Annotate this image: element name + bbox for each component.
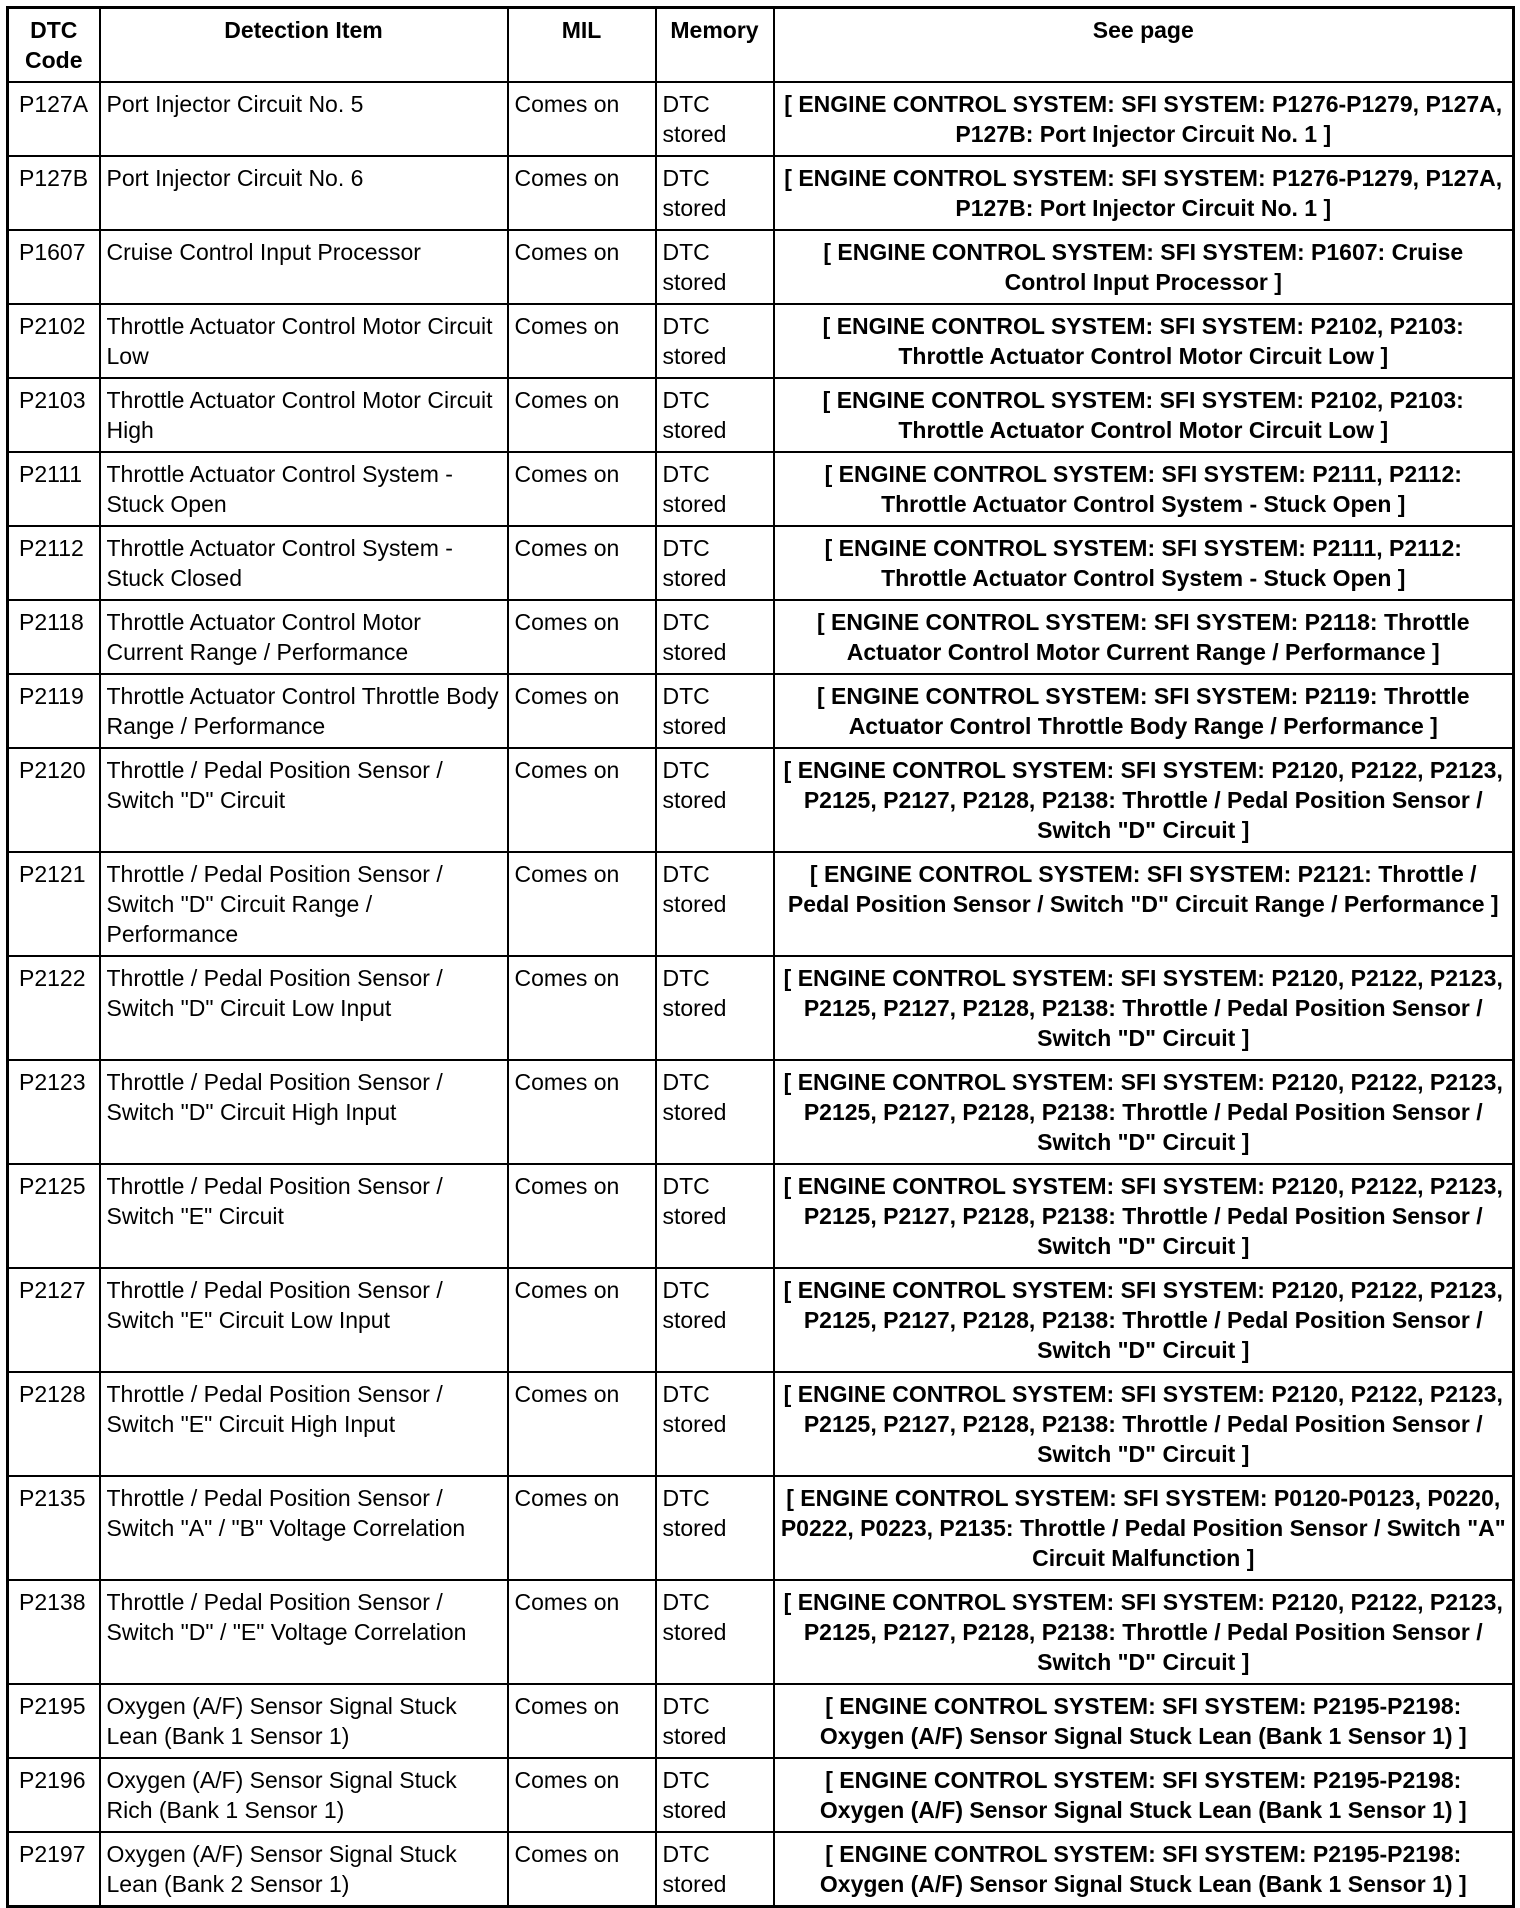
cell-memory: DTC stored — [656, 1060, 774, 1164]
cell-detection-item: Oxygen (A/F) Sensor Signal Stuck Rich (Bank 1 Sensor 1) — [100, 1758, 508, 1832]
cell-memory: DTC stored — [656, 956, 774, 1060]
table-row — [8, 1580, 1514, 1684]
cell-see-page: [ ENGINE CONTROL SYSTEM: SFI SYSTEM: P2120, P2122, P2123, P2125, P2127, P2128, P2138: Throttle / Pedal Position Sensor / Switch "D" Circuit ] — [774, 956, 1514, 1060]
cell-mil: Comes on — [508, 156, 656, 230]
cell-detection-item: Throttle Actuator Control Throttle Body Range / Performance — [100, 674, 508, 748]
cell-mil: Comes on — [508, 452, 656, 526]
cell-detection-item: Throttle / Pedal Position Sensor / Switch "E" Circuit Low Input — [100, 1268, 508, 1372]
cell-mil: Comes on — [508, 956, 656, 1060]
cell-see-page: [ ENGINE CONTROL SYSTEM: SFI SYSTEM: P2195-P2198: Oxygen (A/F) Sensor Signal Stuck Lean (Bank 1 Sensor 1) ] — [774, 1832, 1514, 1907]
cell-see-page: [ ENGINE CONTROL SYSTEM: SFI SYSTEM: P1276-P1279, P127A, P127B: Port Injector Circuit No. 1 ] — [774, 82, 1514, 156]
dtc-table-page — [6, 6, 1512, 1908]
table-row — [8, 1268, 1514, 1372]
cell-dtc-code: P2195 — [8, 1684, 100, 1758]
cell-detection-item: Throttle / Pedal Position Sensor / Switch "D" Circuit — [100, 748, 508, 852]
table-row — [8, 452, 1514, 526]
cell-memory: DTC stored — [656, 378, 774, 452]
cell-memory: DTC stored — [656, 1476, 774, 1580]
cell-detection-item: Throttle / Pedal Position Sensor / Switch "D" Circuit Low Input — [100, 956, 508, 1060]
cell-dtc-code: P2122 — [8, 956, 100, 1060]
cell-memory: DTC stored — [656, 674, 774, 748]
cell-mil: Comes on — [508, 1580, 656, 1684]
cell-mil: Comes on — [508, 1060, 656, 1164]
cell-see-page: [ ENGINE CONTROL SYSTEM: SFI SYSTEM: P2102, P2103: Throttle Actuator Control Motor Circuit Low ] — [774, 304, 1514, 378]
cell-dtc-code: P2125 — [8, 1164, 100, 1268]
cell-see-page: [ ENGINE CONTROL SYSTEM: SFI SYSTEM: P2111, P2112: Throttle Actuator Control System - Stuck Open ] — [774, 452, 1514, 526]
cell-dtc-code: P2111 — [8, 452, 100, 526]
table-row — [8, 674, 1514, 748]
cell-dtc-code: P2196 — [8, 1758, 100, 1832]
cell-see-page: [ ENGINE CONTROL SYSTEM: SFI SYSTEM: P2120, P2122, P2123, P2125, P2127, P2128, P2138: Throttle / Pedal Position Sensor / Switch "D" Circuit ] — [774, 1268, 1514, 1372]
table-row — [8, 304, 1514, 378]
cell-dtc-code: P127A — [8, 82, 100, 156]
table-row — [8, 378, 1514, 452]
cell-mil: Comes on — [508, 304, 656, 378]
table-row — [8, 156, 1514, 230]
cell-see-page: [ ENGINE CONTROL SYSTEM: SFI SYSTEM: P2195-P2198: Oxygen (A/F) Sensor Signal Stuck Lean (Bank 1 Sensor 1) ] — [774, 1684, 1514, 1758]
dtc-table — [6, 6, 1515, 1908]
cell-detection-item: Throttle Actuator Control Motor Current Range / Performance — [100, 600, 508, 674]
cell-memory: DTC stored — [656, 1832, 774, 1907]
table-row — [8, 1164, 1514, 1268]
cell-mil: Comes on — [508, 526, 656, 600]
cell-memory: DTC stored — [656, 1684, 774, 1758]
cell-see-page: [ ENGINE CONTROL SYSTEM: SFI SYSTEM: P2195-P2198: Oxygen (A/F) Sensor Signal Stuck Lean (Bank 1 Sensor 1) ] — [774, 1758, 1514, 1832]
table-row — [8, 956, 1514, 1060]
cell-dtc-code: P1607 — [8, 230, 100, 304]
cell-mil: Comes on — [508, 1476, 656, 1580]
cell-see-page: [ ENGINE CONTROL SYSTEM: SFI SYSTEM: P1276-P1279, P127A, P127B: Port Injector Circuit No. 1 ] — [774, 156, 1514, 230]
cell-memory: DTC stored — [656, 600, 774, 674]
cell-dtc-code: P2121 — [8, 852, 100, 956]
cell-mil: Comes on — [508, 600, 656, 674]
cell-detection-item: Oxygen (A/F) Sensor Signal Stuck Lean (Bank 1 Sensor 1) — [100, 1684, 508, 1758]
table-row — [8, 1060, 1514, 1164]
table-row — [8, 1758, 1514, 1832]
cell-memory: DTC stored — [656, 1580, 774, 1684]
cell-dtc-code: P2102 — [8, 304, 100, 378]
cell-dtc-code: P2123 — [8, 1060, 100, 1164]
cell-detection-item: Throttle Actuator Control Motor Circuit Low — [100, 304, 508, 378]
table-row — [8, 230, 1514, 304]
cell-dtc-code: P2118 — [8, 600, 100, 674]
cell-detection-item: Throttle Actuator Control Motor Circuit High — [100, 378, 508, 452]
table-header-row — [8, 8, 1514, 83]
cell-detection-item: Throttle / Pedal Position Sensor / Switch "D" Circuit Range / Performance — [100, 852, 508, 956]
cell-see-page: [ ENGINE CONTROL SYSTEM: SFI SYSTEM: P2118: Throttle Actuator Control Motor Current Range / Performance ] — [774, 600, 1514, 674]
cell-memory: DTC stored — [656, 1268, 774, 1372]
table-row — [8, 1832, 1514, 1907]
header-see-page: See page — [774, 8, 1514, 83]
cell-mil: Comes on — [508, 674, 656, 748]
cell-detection-item: Oxygen (A/F) Sensor Signal Stuck Lean (Bank 2 Sensor 1) — [100, 1832, 508, 1907]
header-dtc-code: DTC Code — [8, 8, 100, 83]
cell-mil: Comes on — [508, 1832, 656, 1907]
cell-mil: Comes on — [508, 230, 656, 304]
cell-mil: Comes on — [508, 1684, 656, 1758]
cell-see-page: [ ENGINE CONTROL SYSTEM: SFI SYSTEM: P2119: Throttle Actuator Control Throttle Body Range / Performance ] — [774, 674, 1514, 748]
cell-dtc-code: P2135 — [8, 1476, 100, 1580]
cell-see-page: [ ENGINE CONTROL SYSTEM: SFI SYSTEM: P0120-P0123, P0220, P0222, P0223, P2135: Throttle / Pedal Position Sensor / Switch "A" Circuit Malfunction ] — [774, 1476, 1514, 1580]
cell-detection-item: Throttle / Pedal Position Sensor / Switch "D" / "E" Voltage Correlation — [100, 1580, 508, 1684]
cell-see-page: [ ENGINE CONTROL SYSTEM: SFI SYSTEM: P2120, P2122, P2123, P2125, P2127, P2128, P2138: Throttle / Pedal Position Sensor / Switch "D" Circuit ] — [774, 1372, 1514, 1476]
cell-see-page: [ ENGINE CONTROL SYSTEM: SFI SYSTEM: P2111, P2112: Throttle Actuator Control System - Stuck Open ] — [774, 526, 1514, 600]
cell-memory: DTC stored — [656, 1758, 774, 1832]
header-memory: Memory — [656, 8, 774, 83]
table-row — [8, 82, 1514, 156]
cell-mil: Comes on — [508, 378, 656, 452]
table-row — [8, 526, 1514, 600]
header-mil: MIL — [508, 8, 656, 83]
cell-dtc-code: P127B — [8, 156, 100, 230]
cell-mil: Comes on — [508, 852, 656, 956]
cell-see-page: [ ENGINE CONTROL SYSTEM: SFI SYSTEM: P2102, P2103: Throttle Actuator Control Motor Circuit Low ] — [774, 378, 1514, 452]
table-row — [8, 600, 1514, 674]
table-row — [8, 1476, 1514, 1580]
cell-mil: Comes on — [508, 1164, 656, 1268]
table-row — [8, 748, 1514, 852]
cell-see-page: [ ENGINE CONTROL SYSTEM: SFI SYSTEM: P2120, P2122, P2123, P2125, P2127, P2128, P2138: Throttle / Pedal Position Sensor / Switch "D" Circuit ] — [774, 1580, 1514, 1684]
cell-detection-item: Throttle Actuator Control System - Stuck Open — [100, 452, 508, 526]
cell-memory: DTC stored — [656, 526, 774, 600]
cell-memory: DTC stored — [656, 1372, 774, 1476]
cell-dtc-code: P2119 — [8, 674, 100, 748]
cell-dtc-code: P2112 — [8, 526, 100, 600]
cell-memory: DTC stored — [656, 748, 774, 852]
cell-see-page: [ ENGINE CONTROL SYSTEM: SFI SYSTEM: P2121: Throttle / Pedal Position Sensor / Switch "D" Circuit Range / Performance ] — [774, 852, 1514, 956]
cell-dtc-code: P2138 — [8, 1580, 100, 1684]
cell-see-page: [ ENGINE CONTROL SYSTEM: SFI SYSTEM: P1607: Cruise Control Input Processor ] — [774, 230, 1514, 304]
cell-detection-item: Throttle Actuator Control System - Stuck Closed — [100, 526, 508, 600]
cell-dtc-code: P2128 — [8, 1372, 100, 1476]
cell-detection-item: Port Injector Circuit No. 5 — [100, 82, 508, 156]
cell-detection-item: Throttle / Pedal Position Sensor / Switch "D" Circuit High Input — [100, 1060, 508, 1164]
cell-dtc-code: P2103 — [8, 378, 100, 452]
cell-mil: Comes on — [508, 82, 656, 156]
cell-memory: DTC stored — [656, 82, 774, 156]
cell-dtc-code: P2120 — [8, 748, 100, 852]
cell-mil: Comes on — [508, 1372, 656, 1476]
table-row — [8, 1372, 1514, 1476]
cell-detection-item: Cruise Control Input Processor — [100, 230, 508, 304]
cell-see-page: [ ENGINE CONTROL SYSTEM: SFI SYSTEM: P2120, P2122, P2123, P2125, P2127, P2128, P2138: Throttle / Pedal Position Sensor / Switch "D" Circuit ] — [774, 1060, 1514, 1164]
cell-memory: DTC stored — [656, 1164, 774, 1268]
cell-dtc-code: P2197 — [8, 1832, 100, 1907]
cell-memory: DTC stored — [656, 452, 774, 526]
cell-dtc-code: P2127 — [8, 1268, 100, 1372]
cell-mil: Comes on — [508, 1758, 656, 1832]
cell-detection-item: Port Injector Circuit No. 6 — [100, 156, 508, 230]
cell-see-page: [ ENGINE CONTROL SYSTEM: SFI SYSTEM: P2120, P2122, P2123, P2125, P2127, P2128, P2138: Throttle / Pedal Position Sensor / Switch "D" Circuit ] — [774, 748, 1514, 852]
cell-memory: DTC stored — [656, 156, 774, 230]
cell-detection-item: Throttle / Pedal Position Sensor / Switch "E" Circuit — [100, 1164, 508, 1268]
cell-memory: DTC stored — [656, 304, 774, 378]
cell-detection-item: Throttle / Pedal Position Sensor / Switch "A" / "B" Voltage Correlation — [100, 1476, 508, 1580]
cell-memory: DTC stored — [656, 230, 774, 304]
cell-see-page: [ ENGINE CONTROL SYSTEM: SFI SYSTEM: P2120, P2122, P2123, P2125, P2127, P2128, P2138: Throttle / Pedal Position Sensor / Switch "D" Circuit ] — [774, 1164, 1514, 1268]
cell-memory: DTC stored — [656, 852, 774, 956]
cell-mil: Comes on — [508, 1268, 656, 1372]
table-row — [8, 1684, 1514, 1758]
table-row — [8, 852, 1514, 956]
cell-detection-item: Throttle / Pedal Position Sensor / Switch "E" Circuit High Input — [100, 1372, 508, 1476]
cell-mil: Comes on — [508, 748, 656, 852]
header-detection-item: Detection Item — [100, 8, 508, 83]
